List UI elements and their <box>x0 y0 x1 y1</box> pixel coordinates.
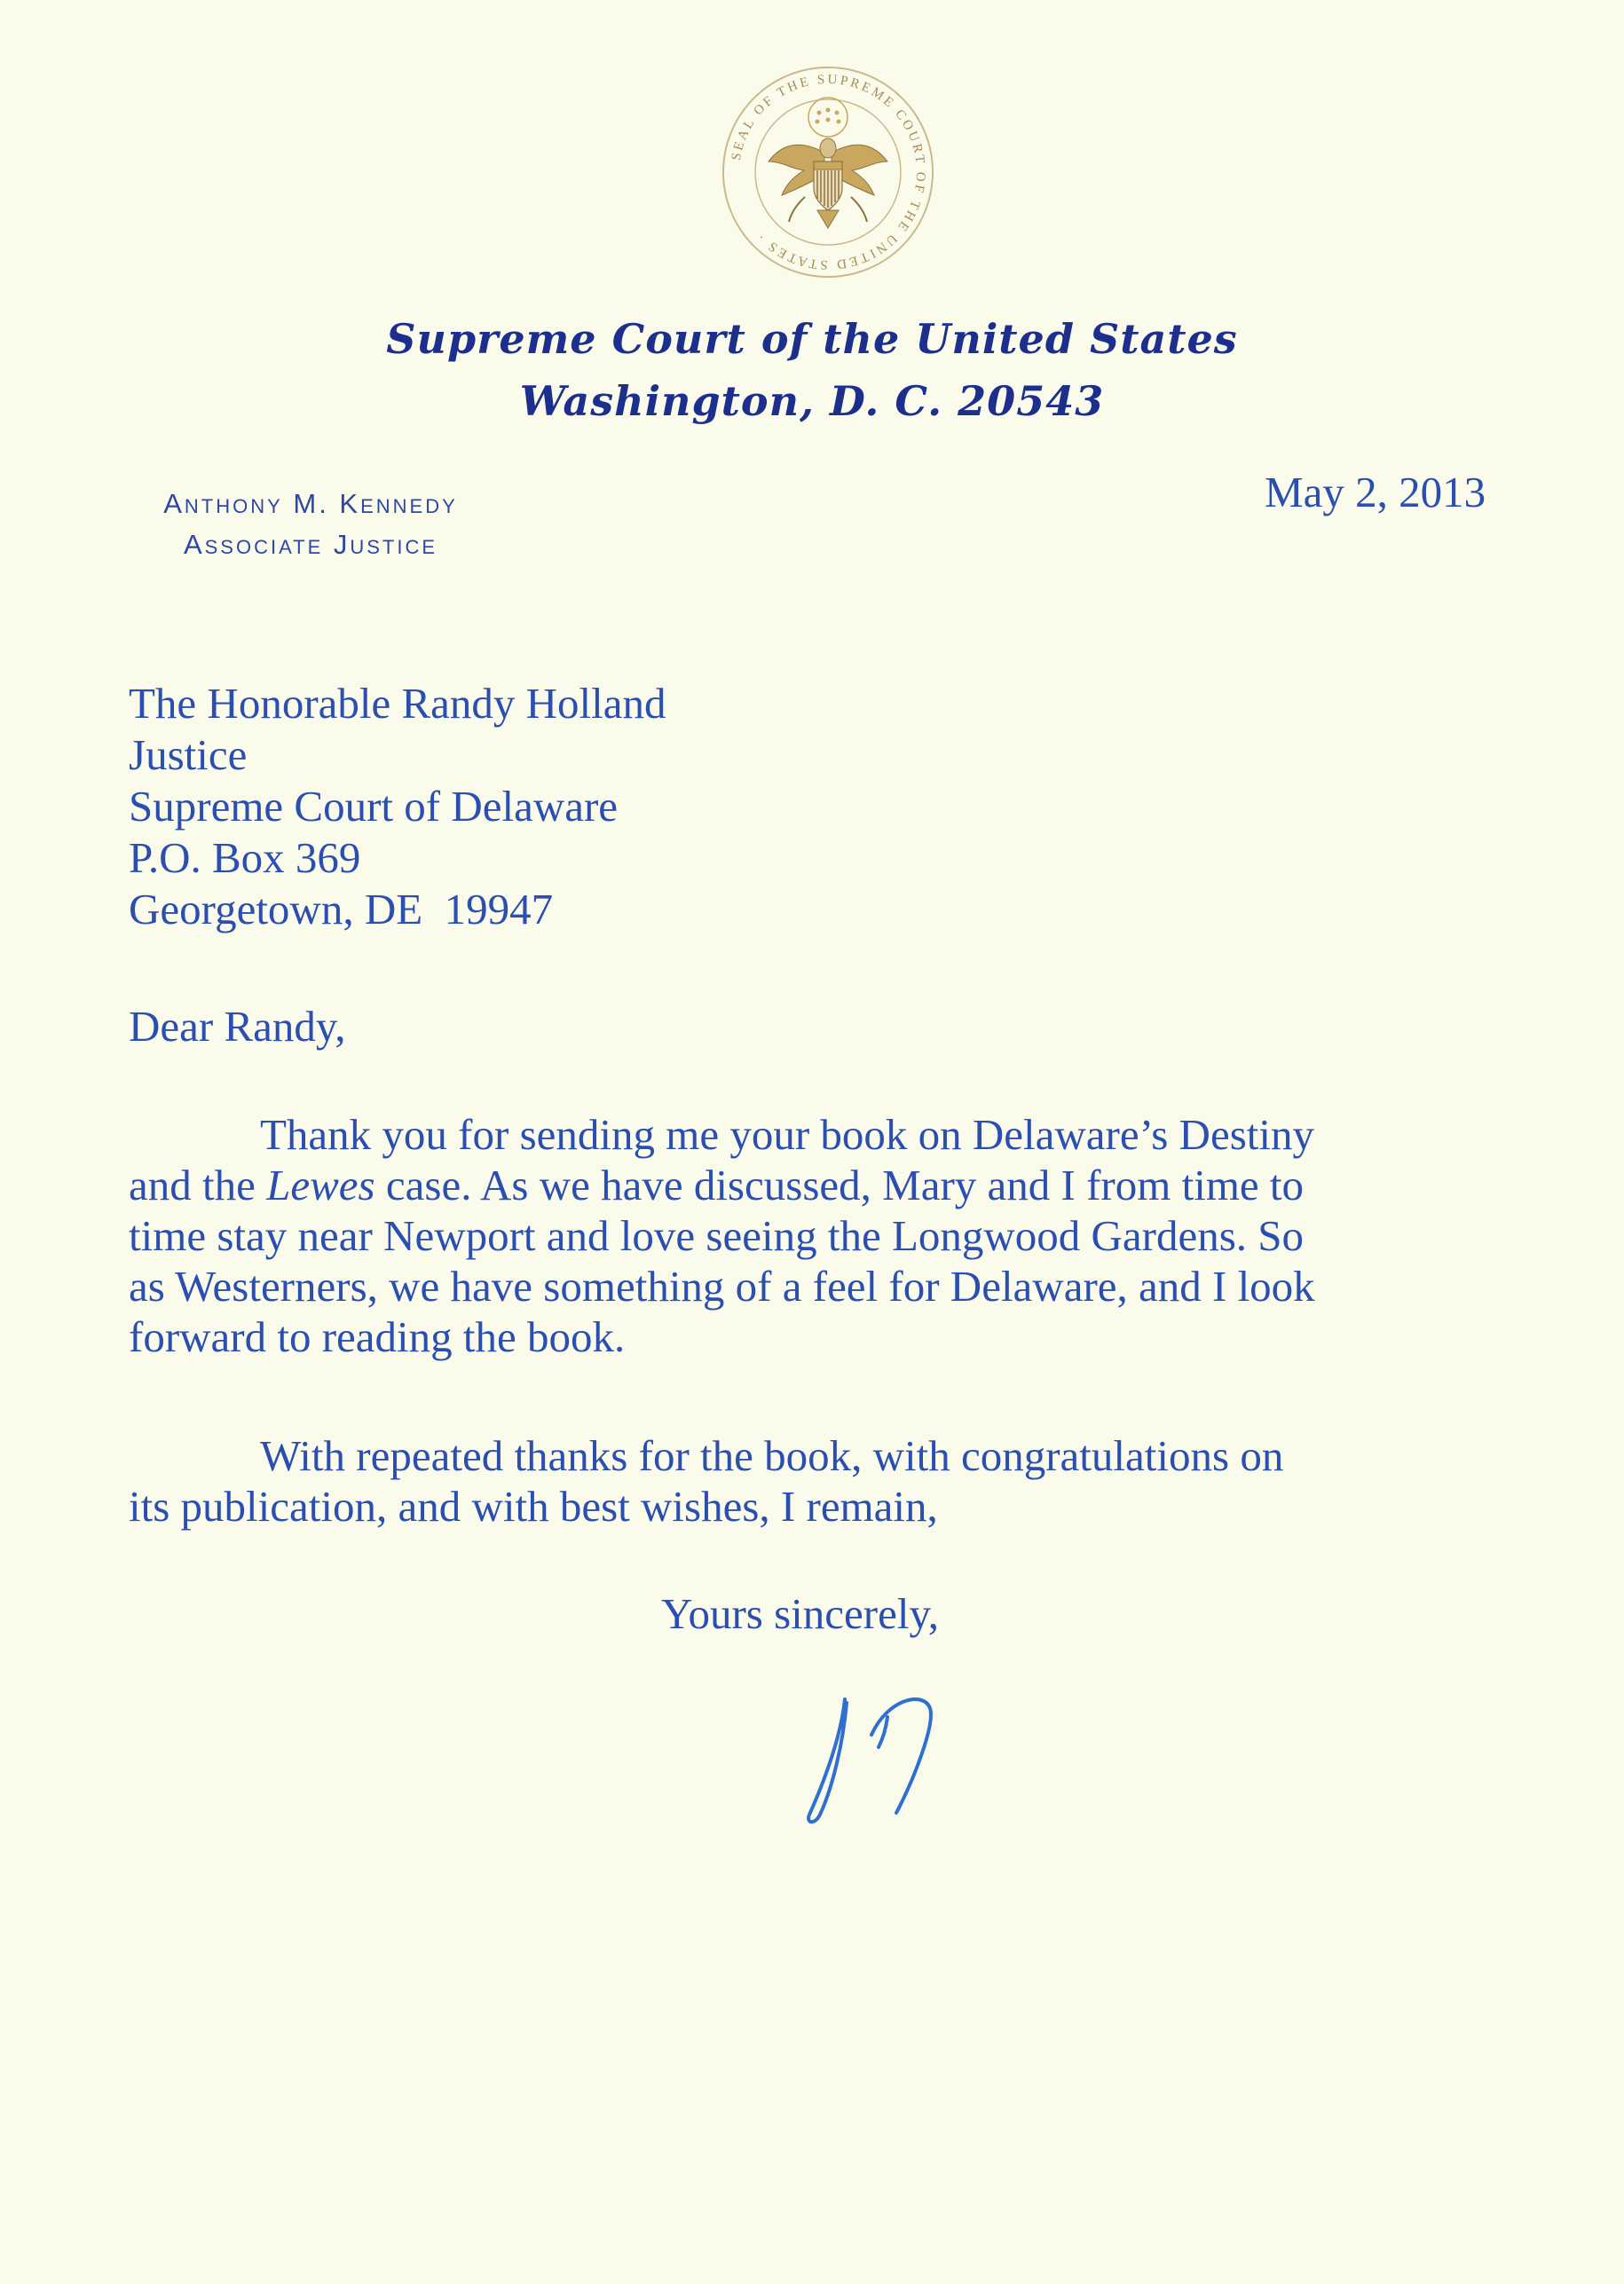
body-paragraph-2 <box>129 1430 1513 1532</box>
letterhead-court-name: Supreme Court of the United States <box>386 315 1238 363</box>
svg-text:SEAL OF THE SUPREME COURT OF T: SEAL OF THE SUPREME COURT OF THE UNITED STATES · <box>729 72 928 272</box>
recipient-line: Justice <box>129 730 248 779</box>
recipient-line: The Honorable Randy Holland <box>129 679 666 728</box>
body-paragraph-1 <box>129 1109 1513 1362</box>
body-line: its publication, and with best wishes, I remain, <box>129 1482 938 1531</box>
sender-name: Anthony M. Kennedy <box>163 488 458 519</box>
recipient-line: Georgetown, DE 19947 <box>129 885 554 933</box>
letterhead-address: Washington, D. C. 20543 <box>519 377 1105 425</box>
body-line: With repeated thanks for the book, with congratulations on <box>260 1431 1284 1480</box>
body-line <box>129 1160 1513 1210</box>
letter-date: May 2, 2013 <box>1265 468 1486 516</box>
body-line: time stay near Newport and love seeing the Longwood Gardens. So <box>129 1211 1305 1260</box>
handwritten-signature <box>790 1681 967 1832</box>
recipient-line: P.O. Box 369 <box>129 833 361 882</box>
case-name-italic: Lewes <box>266 1161 375 1209</box>
salutation: Dear Randy, <box>129 1002 346 1051</box>
body-line: as Westerners, we have something of a feel for Delaware, and I look <box>129 1262 1315 1311</box>
recipient-address <box>129 678 666 935</box>
body-line: forward to reading the book. <box>129 1312 626 1361</box>
seal-emblem-icon <box>720 64 936 280</box>
recipient-line: Supreme Court of Delaware <box>129 782 619 831</box>
body-text: and the <box>129 1161 267 1209</box>
signature-icon <box>790 1681 967 1832</box>
body-line: Thank you for sending me your book on Delaware’s Destiny <box>260 1110 1314 1159</box>
supreme-court-seal <box>720 64 936 280</box>
sender-block <box>142 484 479 565</box>
closing: Yours sincerely, <box>661 1589 940 1638</box>
body-text: case. As we have discussed, Mary and I from time to <box>374 1161 1305 1209</box>
sender-title: Associate Justice <box>183 529 438 560</box>
